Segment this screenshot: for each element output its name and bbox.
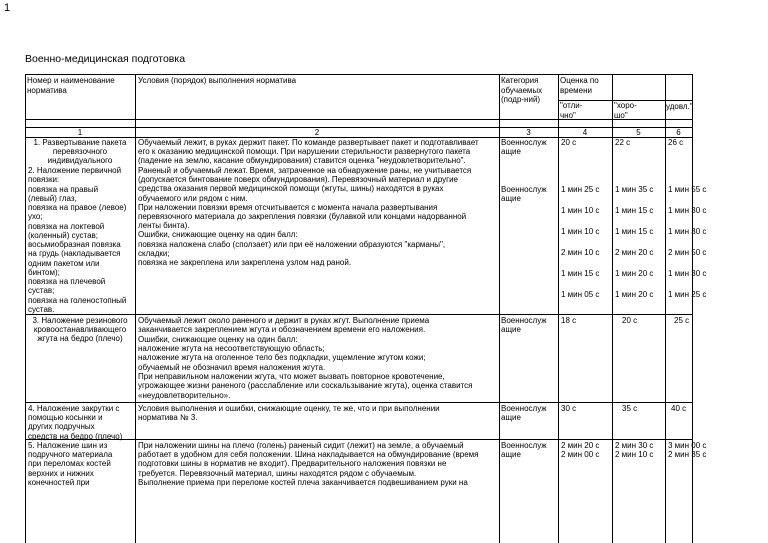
table-row-name: 4. Наложение закрутки с помощью косынки и других подручных средств на бедро (плечо) <box>28 404 123 441</box>
table-row-name: 3. Наложение резинового кровоостанавливающего жгута на бедро (плечо) <box>32 316 128 344</box>
time-satisfactory: 2 мин 50 с <box>668 248 707 257</box>
table-row-conditions: Обучаемый лежит около раненого и держит в руках жгут. Выполнение приема заканчивается закреплением жгута и обозначением времени его наложения. Ошибки, снижающие оценку на один балл: наложение жгута на несоответствующую область; наложение жгута на оголенное тело без подкладки, ущемление жгутом кожи; обучаемый не обозначил время наложения жгута. При неправильном наложении жгута, что может вызвать повторное кровотечение, угрожающее жизни раненого (расслабление или соскальзывание жгута), оценка ставится «неудовлетворительно». <box>138 316 473 400</box>
time-satisfactory: 1 мин 30 с <box>668 206 707 215</box>
time-excellent: 18 с <box>561 316 577 325</box>
header-excellent: "отли- чно" <box>560 101 583 120</box>
time-satisfactory: 3 мин 00 с <box>668 441 707 450</box>
header-satisfactory: удовл." <box>666 102 693 111</box>
time-good: 2 мин 10 с <box>615 450 654 459</box>
time-satisfactory: 1 мин 30 с <box>668 227 707 236</box>
table-row-category: Военнослуж ащие <box>501 441 547 460</box>
document-title: Военно-медицинская подготовка <box>25 53 186 65</box>
time-excellent: 2 мин 00 с <box>561 450 600 459</box>
table-row-category: Военнослуж ащие <box>501 404 547 423</box>
time-satisfactory: 1 мин 25 с <box>668 290 707 299</box>
time-excellent: 1 мин 10 с <box>561 206 600 215</box>
time-satisfactory: 40 с <box>671 404 687 413</box>
time-good: 1 мин 20 с <box>615 269 654 278</box>
time-good: 1 мин 35 с <box>615 185 654 194</box>
time-satisfactory: 26 с <box>668 138 684 147</box>
time-good: 1 мин 15 с <box>615 227 654 236</box>
table-row-name: 1. Развертывание пакета перевязочного индивидуального <box>33 138 127 166</box>
column-number: 4 <box>582 128 588 137</box>
time-excellent: 1 мин 25 с <box>561 185 600 194</box>
time-good: 1 мин 15 с <box>615 206 654 215</box>
time-satisfactory: 1 мин 55 с <box>668 185 707 194</box>
time-excellent: 2 мин 10 с <box>561 248 600 257</box>
time-satisfactory: 2 мин 35 с <box>668 450 707 459</box>
time-good: 20 с <box>622 316 638 325</box>
table-row-conditions: При наложении шины на плечо (голень) раненый сидит (лежит) на земле, а обучаемый работает в удобном для себя положении. Шина накладывается на обмундирование (время подготовки шины в норматив не входит). Предварительного наложения повязки не требуется. Перевязочный материал, шины находятся рядом с обучаемым. Выполнение приема при переломе костей плеча заканчивается подвешиванием руки на <box>138 441 479 487</box>
table-row-category: Военнослуж ащие <box>501 138 547 157</box>
header-grade: Оценка по времени <box>560 76 599 95</box>
header-category: Категория обучаемых (подр-ний) <box>501 76 543 104</box>
column-number: 5 <box>636 128 641 137</box>
header-good: "хоро- шо" <box>614 101 637 120</box>
table-row-conditions: Раненый и обучаемый лежат. Время, затраченное на обнаружение раны, не учитывается (допускается бинтование поверх обмундирования). Перевязочный материал и другие средства оказания первой медицинской помощи (жгуты, шины) находятся в руках обучаемого или рядом с ним. При наложении повязки время отсчитывается с момента начала развертывания перевязочного материала до закрепления повязки (булавкой или концами надорванной ленты бинта). Ошибки, снижающие оценку на один балл: повязка наложена слабо (сползает) или при её наложении образуются "карманы", складки; повязка не закреплена или закреплена узлом над раной. <box>138 166 472 268</box>
time-excellent: 1 мин 15 с <box>561 269 600 278</box>
page-number: 1 <box>4 2 11 14</box>
time-good: 1 мин 20 с <box>615 290 654 299</box>
time-excellent: 2 мин 20 с <box>561 441 600 450</box>
time-excellent: 20 с <box>561 138 577 147</box>
table-row-category: Военнослуж ащие <box>501 316 547 335</box>
time-satisfactory: 1 мин 30 с <box>668 269 707 278</box>
time-good: 35 с <box>622 404 638 413</box>
time-good: 22 с <box>615 138 631 147</box>
time-satisfactory: 25 с <box>674 316 690 325</box>
time-good: 2 мин 20 с <box>615 248 654 257</box>
header-conditions: Условия (порядок) выполнения норматива <box>138 76 297 85</box>
time-excellent: 1 мин 05 с <box>561 290 600 299</box>
column-number: 1 <box>77 128 83 137</box>
column-number: 3 <box>526 128 531 137</box>
standards-table <box>25 74 707 543</box>
table-row-conditions: Обучаемый лежит, в руках держит пакет. По команде развертывает пакет и подготавливает его к оказанию медицинской помощи. При нарушении стерильности развернутого пакета (падение на землю, касание обмундирования) ставится оценка "неудовлетворительно". <box>138 138 479 166</box>
table-row-name: 5. Наложение шин из подручного материала при переломах костей верхних и нижних конечностей при <box>28 441 113 487</box>
table-row-conditions: Условия выполнения и ошибки, снижающие оценку, те же, что и при выполнении норматива № 3. <box>138 404 440 423</box>
column-number: 2 <box>314 128 320 137</box>
time-excellent: 30 с <box>561 404 577 413</box>
time-good: 2 мин 30 с <box>615 441 654 450</box>
table-row-category: Военнослуж ащие <box>501 185 547 204</box>
column-number: 6 <box>676 128 681 137</box>
header-name: Номер и наименование норматива <box>27 76 115 95</box>
table-row-name: 2. Наложение первичной повязки: повязка на правый (левый) глаз, повязка на правое (левое) ухо; повязка на локтевой (коленный) сустав; восьмиобразная повязка на грудь (накладывается одним пакетом или бинтом); повязка на плечевой сустав; повязка на голеностопный сустав. <box>28 166 127 314</box>
time-excellent: 1 мин 10 с <box>561 227 600 236</box>
